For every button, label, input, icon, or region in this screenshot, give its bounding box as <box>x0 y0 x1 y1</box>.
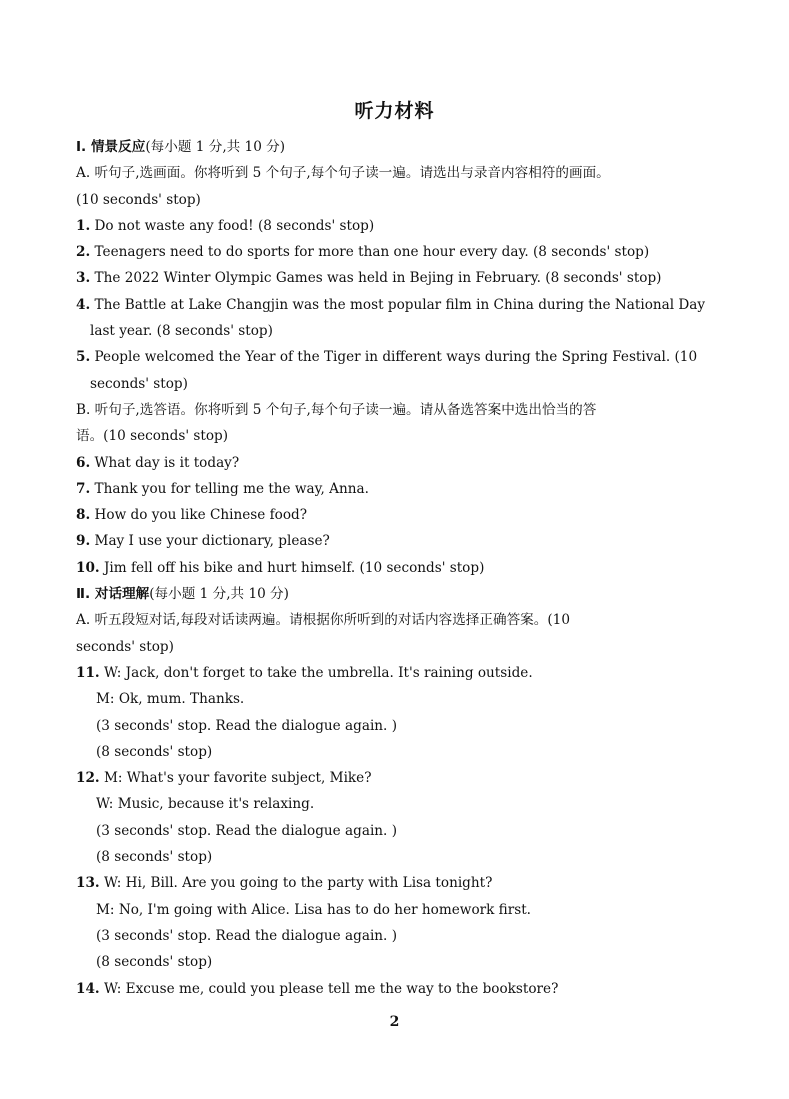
question-5-cont: seconds' stop) <box>90 375 188 392</box>
question-4 <box>76 292 706 318</box>
question-number: 7. <box>76 480 91 497</box>
dialogue-line: W: Excuse me, could you please tell me the way to the bookstore? <box>99 980 559 997</box>
question-text: What day is it today? <box>90 454 240 471</box>
question-4-cont: last year. (8 seconds' stop) <box>90 323 273 340</box>
listening-script <box>76 134 706 1002</box>
part-a-instruction: A. 听句子,选画面。你将听到 5 个句子,每个句子读一遍。请选出与录音内容相符的画面。 <box>76 165 610 182</box>
section-2-note: (每小题 1 分,共 10 分) <box>149 586 289 603</box>
section-1-heading <box>76 134 676 160</box>
question-7 <box>76 476 676 502</box>
question-text: Jim fell off his bike and hurt himself. (10 seconds' stop) <box>99 559 485 576</box>
page-title: 听力材料 <box>354 100 435 122</box>
part-a2-instruction-cont: seconds' stop) <box>76 638 174 655</box>
question-5 <box>76 344 698 370</box>
question-text: The 2022 Winter Olympic Games was held in Bejing in February. (8 seconds' stop) <box>90 270 662 287</box>
question-9 <box>76 528 676 554</box>
question-number: 13. <box>76 875 100 892</box>
question-number: 11. <box>76 664 100 681</box>
question-number: 12. <box>76 770 100 787</box>
question-number: 6. <box>76 454 91 471</box>
question-6 <box>76 450 676 476</box>
stop-note: (8 seconds' stop) <box>96 849 213 866</box>
question-11 <box>76 660 676 686</box>
question-13 <box>76 870 676 896</box>
stop-note: (8 seconds' stop) <box>96 954 213 971</box>
stop-note: (3 seconds' stop. Read the dialogue again. ) <box>96 822 398 839</box>
question-number: 4. <box>76 296 91 313</box>
question-number: 2. <box>76 244 91 261</box>
part-b-instruction: B. 听句子,选答语。你将听到 5 个句子,每个句子读一遍。请从备选答案中选出恰当的答 <box>76 401 597 418</box>
question-number: 14. <box>76 980 100 997</box>
dialogue-line: M: No, I'm going with Alice. Lisa has to do her homework first. <box>96 901 532 918</box>
question-text: How do you like Chinese food? <box>90 507 307 524</box>
page-number: 2 <box>389 1014 400 1030</box>
question-text: Teenagers need to do sports for more than one hour every day. (8 seconds' stop) <box>90 244 650 261</box>
question-text: Thank you for telling me the way, Anna. <box>90 480 369 497</box>
dialogue-line: M: Ok, mum. Thanks. <box>96 691 245 708</box>
stop-note: (3 seconds' stop. Read the dialogue again. ) <box>96 927 398 944</box>
section-2-label: Ⅱ. 对话理解 <box>76 586 150 603</box>
question-number: 10. <box>76 559 100 576</box>
question-14 <box>76 976 676 1002</box>
question-number: 8. <box>76 507 91 524</box>
question-number: 1. <box>76 217 91 234</box>
stop-note: (3 seconds' stop. Read the dialogue again. ) <box>96 717 398 734</box>
part-a-instruction-cont: (10 seconds' stop) <box>76 191 201 208</box>
question-number: 5. <box>76 349 91 366</box>
question-number: 3. <box>76 270 91 287</box>
dialogue-line: W: Hi, Bill. Are you going to the party with Lisa tonight? <box>99 875 493 892</box>
dialogue-line: M: What's your favorite subject, Mike? <box>99 770 372 787</box>
section-2-heading <box>76 581 676 607</box>
part-b-instruction-cont: 语。(10 seconds' stop) <box>76 428 229 445</box>
question-12 <box>76 765 676 791</box>
question-text: May I use your dictionary, please? <box>90 533 330 550</box>
question-10 <box>76 555 676 581</box>
question-text: People welcomed the Year of the Tiger in different ways during the Spring Festival. (10 <box>90 349 698 366</box>
question-8 <box>76 502 676 528</box>
part-a2-instruction: A. 听五段短对话,每段对话读两遍。请根据你所听到的对话内容选择正确答案。(10 <box>76 612 570 629</box>
section-1-label: Ⅰ. 情景反应 <box>76 139 146 155</box>
question-number: 9. <box>76 533 91 550</box>
dialogue-line: W: Music, because it's relaxing. <box>96 796 315 813</box>
stop-note: (8 seconds' stop) <box>96 743 213 760</box>
question-text: Do not waste any food! (8 seconds' stop) <box>90 217 375 234</box>
question-text: The Battle at Lake Changjin was the most popular film in China during the National Day <box>90 296 706 313</box>
dialogue-line: W: Jack, don't forget to take the umbrella. It's raining outside. <box>99 664 533 681</box>
question-2 <box>76 239 676 265</box>
question-1 <box>76 213 676 239</box>
question-3 <box>76 265 676 291</box>
section-1-note: (每小题 1 分,共 10 分) <box>145 139 286 155</box>
